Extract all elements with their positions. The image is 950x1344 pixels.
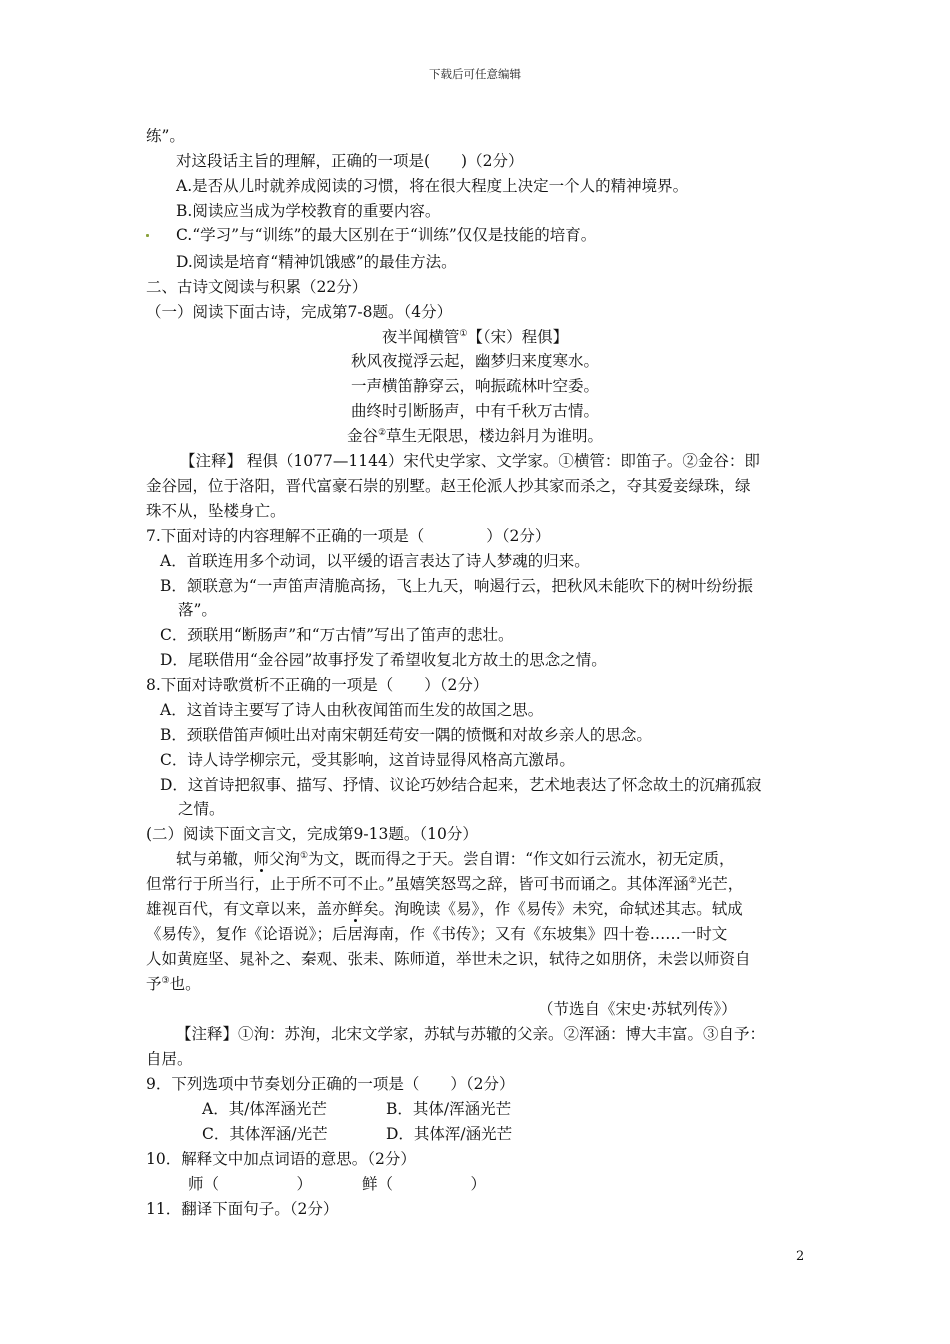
q9-option-a: A．其/体浑涵光芒 [202,1100,327,1118]
q8-option-d-line-1: D．这首诗把叙事、描写、抒情、议论巧妙结合起来，艺术地表达了怀念故土的沉痛孤寂 [160,776,762,794]
q11-stem: 11．翻译下面句子。（2分） [146,1200,339,1218]
q6-option-b: B.阅读应当成为学校教育的重要内容。 [176,202,441,220]
part1-heading: （一）阅读下面古诗，完成第7-8题。（4分） [146,303,453,321]
q10-blank-1: 师（ ） [188,1175,313,1193]
q7-option-a: A．首联连用多个动词，以平缓的语言表达了诗人梦魂的归来。 [160,552,590,570]
q7-option-c: C．颈联用“断肠声”和“万古情”写出了笛声的悲壮。 [160,626,514,644]
poem-title: 夜半闻横管①【（宋）程俱】 [381,328,569,346]
q10-blank-2: 鲜（ ） [362,1175,487,1193]
q6-option-a: A.是否从儿时就养成阅读的习惯，将在很大程度上决定一个人的精神境界。 [176,177,689,195]
q8-option-a: A．这首诗主要写了诗人由秋夜闻笛而生发的故国之思。 [160,701,544,719]
q7-stem: 7.下面对诗的内容理解不正确的一项是（ ）（2分） [146,527,551,545]
poem-note-line-1: 【注释】 程俱（1077—1144）宋代史学家、文学家。①横管：即笛子。②金谷：即 [180,452,760,470]
q8-option-c: C．诗人诗学柳宗元，受其影响，这首诗显得风格高亢激昂。 [160,751,575,769]
q9-option-c: C．其体浑涵/光芒 [202,1125,328,1143]
section2-heading: 二、古诗文阅读与积累（22分） [146,278,368,296]
poem-note-line-3: 珠不从，坠楼身亡。 [146,502,286,520]
passage-note-line-1: 【注释】①洵：苏洵，北宋文学家，苏轼与苏辙的父亲。②浑涵：博大丰富。③自予： [176,1025,766,1043]
q6-option-c: C.“学习”与“训练”的最大区别在于“训练”仅仅是技能的培育。 [176,226,597,244]
poem-line-4: 金谷②草生无限思，楼边斜月为谁明。 [346,427,604,445]
page-number: 2 [796,1249,805,1264]
page-header: 下载后可任意编辑 [429,67,521,81]
q6-option-d: D.阅读是培育“精神饥饿感”的最佳方法。 [176,253,457,271]
q8-stem: 8.下面对诗歌赏析不正确的一项是（ ）（2分） [146,676,489,694]
q9-option-d: D．其体浑/涵光芒 [386,1125,513,1143]
q7-option-b-line-1: B．颔联意为“一声笛声清脆高扬，飞上九天，响遏行云，把秋风未能吹下的树叶纷纷振 [160,577,753,595]
q10-stem: 10．解释文中加点词语的意思。（2分） [146,1150,416,1168]
q6-stem: 对这段话主旨的理解，正确的一项是( )（2分） [176,152,524,170]
poem-note-line-2: 金谷园，位于洛阳，晋代富豪石崇的别墅。赵王伦派人抄其家而杀之，夺其爱妾绿珠，绿 [146,477,751,495]
passage-note-line-2: 自居。 [146,1050,193,1068]
q8-option-b: B．颈联借笛声倾吐出对南宋朝廷苟安一隅的愤慨和对故乡亲人的思念。 [160,726,652,744]
poem-line-1: 秋风夜搅浮云起，幽梦归来度寒水。 [350,352,599,370]
q7-option-d: D．尾联借用“金谷园”故事抒发了希望收复北方故土的思念之情。 [160,651,607,669]
passage-line-2: 但常行于所当行，止于所不可不止。”虽嬉笑怒骂之辞，皆可书而诵之。其体浑涵②光芒， [146,875,744,893]
q9-stem: 9．下列选项中节奏划分正确的一项是（ ）（2分） [146,1075,515,1093]
bullet-mark [146,234,149,237]
poem-line-3: 曲终时引断肠声，中有千秋万古情。 [350,402,599,420]
passage-line-5: 人如黄庭坚、晁补之、秦观、张耒、陈师道，举世未之识，轼待之如朋侪，未尝以师资自 [146,950,751,968]
q7-option-b-line-2: 落”。 [178,601,217,619]
poem-line-2: 一声横笛静穿云，响振疏林叶空委。 [350,377,599,395]
passage-source: （节选自《宋史·苏轼列传》） [538,1000,737,1018]
part2-heading: (二）阅读下面文言文，完成第9-13题。（10分） [146,825,478,843]
passage-line-4: 《易传》，复作《论语说》；后居海南，作《书传》；又有《东坡集》四十卷……一时文 [146,925,728,943]
q8-option-d-line-2: 之情。 [178,800,225,818]
q9-option-b: B．其体/浑涵光芒 [386,1100,512,1118]
q6-tail: 练”。 [146,127,185,145]
passage-line-6: 予③也。 [146,975,201,993]
passage-line-3: 雄视百代，有文章以来，盖亦鲜矣。洵晚读《易》，作《易传》未究，命轼述其志。轼成 [146,900,743,918]
passage-line-1: 轼与弟辙，师父洵①为文，既而得之于天。尝自谓：“作文如行云流水，初无定质， [176,850,735,868]
